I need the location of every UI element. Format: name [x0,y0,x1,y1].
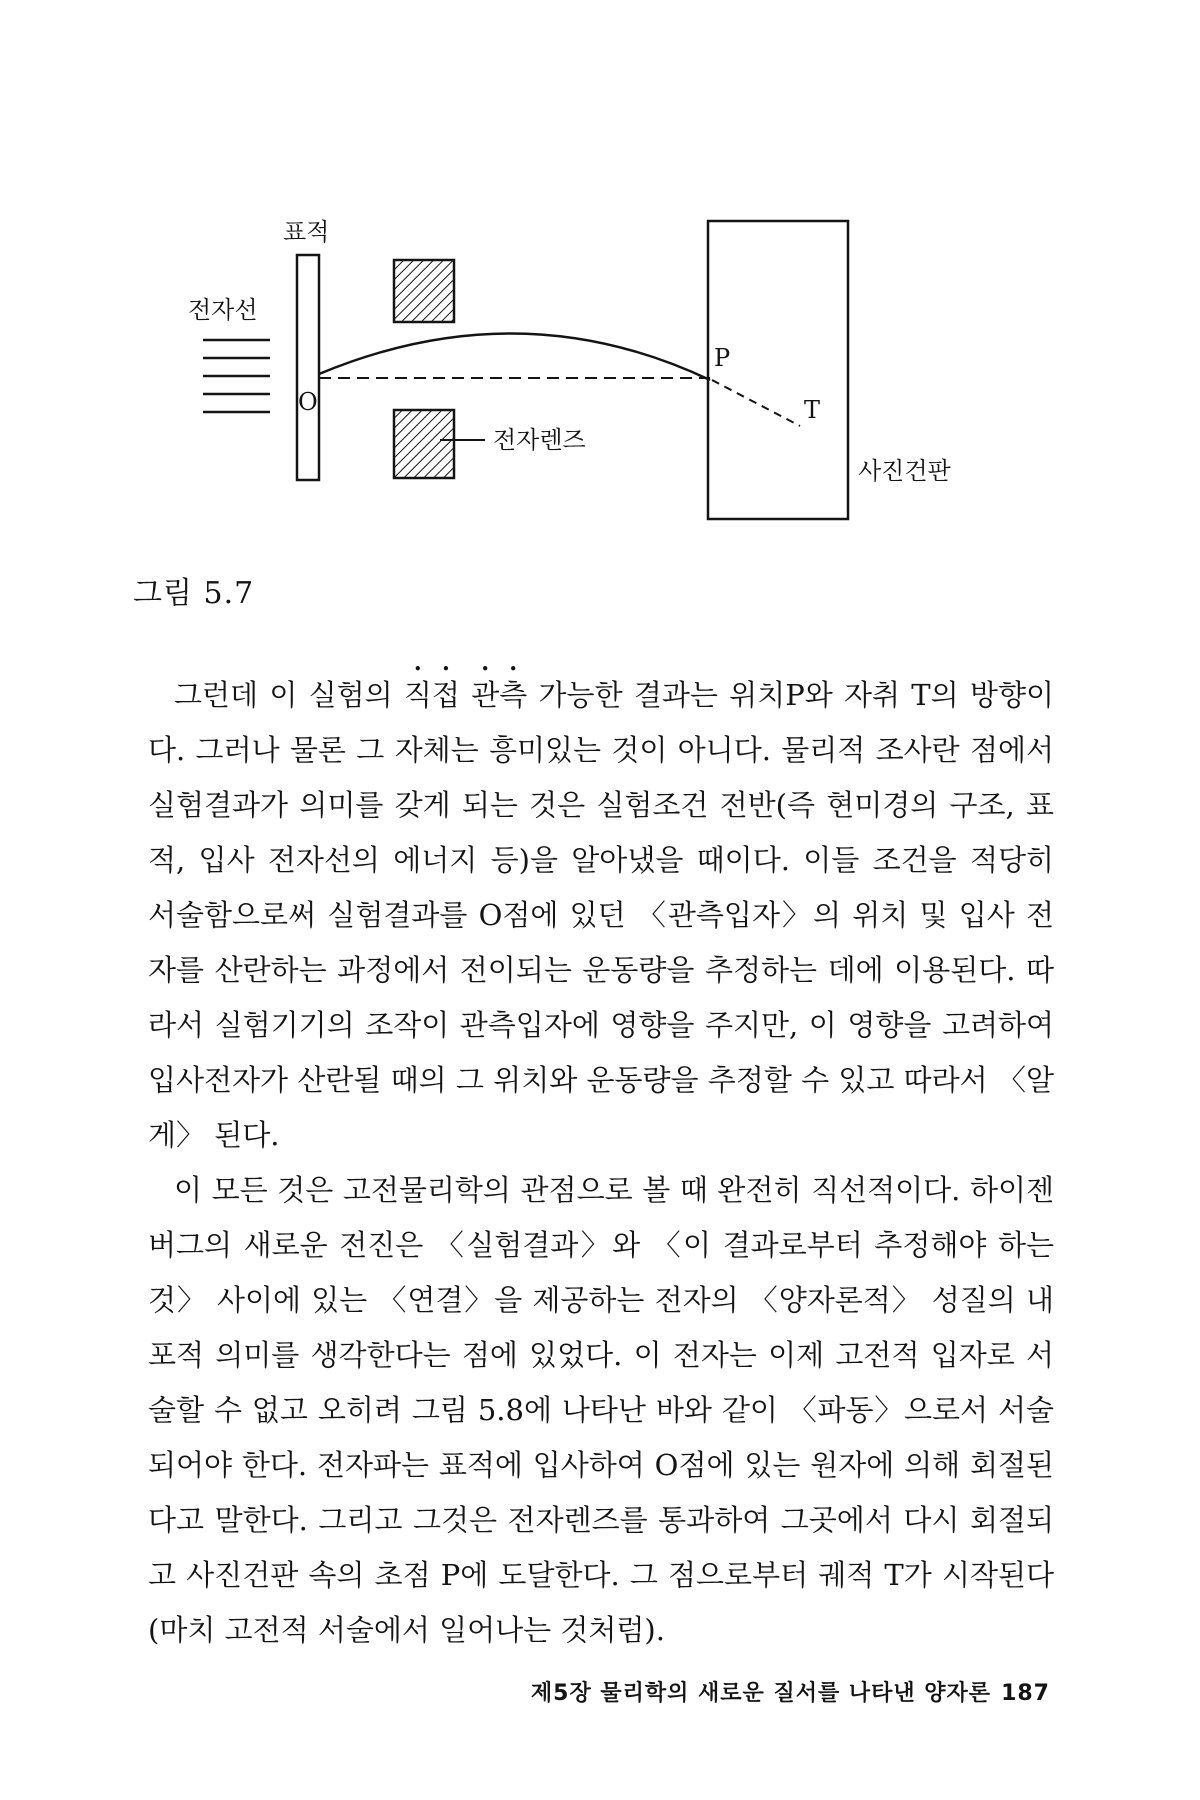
paragraph-1-rest: 가능한 결과는 위치P와 자취 T의 방향이다. 그러나 물론 그 자체는 흥미있는 것이 아니다. 물리적 조사란 점에서 실험결과가 의미를 갖게 되는 것은 실험조건 전반(즉 현미경의 구조, 표적, 입사 전자선의 에너지 등)을 알아냈을 때이다. 이들 조건을 적당히 서술함으로써 실험결과를 O점에 있던 〈관측입자〉의 위치 및 입사 전자를 산란하는 과정에서 전이되는 운동량을 추정하는 데에 이용된다. 따라서 실험기기의 조작이 관측입자에 영향을 주지만, 이 영향을 고려하여 입사전자가 산란될 때의 그 위치와 운동량을 추정할 수 있고 따라서 〈알게〉 된다. [148,678,1054,1152]
paragraph-1-start: 그런데 이 실험의 [174,678,404,712]
electron-trajectory-curve [319,333,710,380]
body-text [148,660,1054,1658]
label-electron-lens: 전자렌즈 [493,426,586,454]
emphasized-direct-observation: 직접 관측 [403,678,528,712]
label-point-o: O [298,388,318,416]
label-point-p: P [714,344,731,372]
target-bar [297,255,319,480]
page-number: 187 [1001,1681,1050,1706]
label-target: 표적 [283,218,330,246]
running-title: 제5장 물리학의 새로운 질서를 나타낸 양자론 [530,1681,992,1706]
electron-lens-lower [394,410,454,478]
trail-p-to-t [712,380,800,426]
page-footer [531,1676,1050,1707]
label-photographic-plate: 사진건판 [858,457,951,485]
electron-lens-upper [394,260,454,322]
paragraph-2: 이 모든 것은 고전물리학의 관점으로 볼 때 완전히 직선적이다. 하이젠버그의 새로운 전진은 〈실험결과〉와 〈이 결과로부터 추정해야 하는 것〉 사이에 있는 〈연결〉을 제공하는 전자의 〈양자론적〉 성질의 내포적 의미를 생각한다는 점에 있었다. 이 전자는 이제 고전적 입자로 서술할 수 없고 오히려 그림 5.8에 나타난 바와 같이 〈파동〉으로서 서술되어야 한다. 전자파는 표적에 입사하여 O점에 있는 원자에 의해 회절된다고 말한다. 그리고 그것은 전자렌즈를 통과하여 그곳에서 다시 회절되고 사진건판 속의 초점 P에 도달한다. 그 점으로부터 궤적 T가 시작된다(마치 고전적 서술에서 일어나는 것처럼). [148,1173,1054,1647]
electron-beam-lines [203,340,270,412]
label-electron-beam: 전자선 [188,296,258,324]
figure-caption: 그림 5.7 [133,576,255,611]
paragraph-1 [148,660,1054,1163]
electron-microscope-figure [0,0,1200,560]
label-point-t: T [804,396,821,424]
